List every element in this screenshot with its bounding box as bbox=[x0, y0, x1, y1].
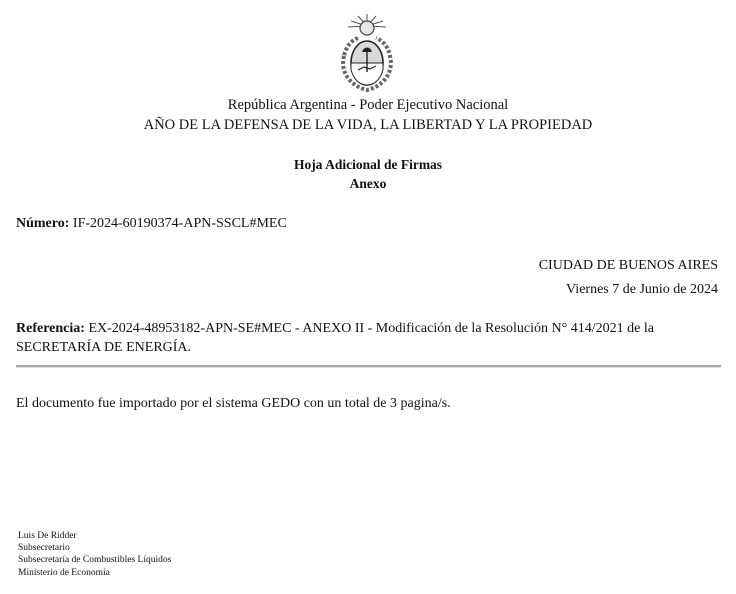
document-title: Hoja Adicional de Firmas bbox=[293, 157, 443, 172]
reference-value: EX-2024-48953182-APN-SE#MEC - ANEXO II - Modificación de la Resolución N° 414/2021 de la SECRETARÍA DE ENERGÍA. bbox=[16, 321, 654, 355]
reference-label: Referencia: bbox=[16, 321, 85, 336]
argentina-coat-of-arms-icon bbox=[336, 12, 398, 92]
document-reference bbox=[16, 319, 716, 357]
document-subtitle: Anexo bbox=[349, 176, 387, 191]
document-body: El documento fue importado por el sistema GEDO con un total de 3 pagina/s. bbox=[16, 396, 451, 411]
document-city: CIUDAD DE BUENOS AIRES bbox=[538, 258, 718, 273]
document-date: Viernes 7 de Junio de 2024 bbox=[566, 282, 718, 297]
signer-position: Subsecretario bbox=[18, 543, 70, 554]
signature-block bbox=[18, 530, 171, 579]
signer-name: Luis De Ridder bbox=[18, 531, 77, 541]
document-number-label: Número: bbox=[16, 216, 70, 231]
document-number-row bbox=[16, 216, 287, 232]
signer-ministry: Ministerio de Economía bbox=[18, 567, 110, 578]
section-divider bbox=[16, 365, 721, 368]
header-republic-line: República Argentina - Poder Ejecutivo Nacional bbox=[227, 97, 509, 113]
document-number-value: IF-2024-60190374-APN-SSCL#MEC bbox=[72, 216, 287, 231]
signer-department: Subsecretaría de Combustibles Líquidos bbox=[18, 555, 172, 566]
header-year-motto: AÑO DE LA DEFENSA DE LA VIDA, LA LIBERTAD Y LA PROPIEDAD bbox=[143, 117, 593, 133]
